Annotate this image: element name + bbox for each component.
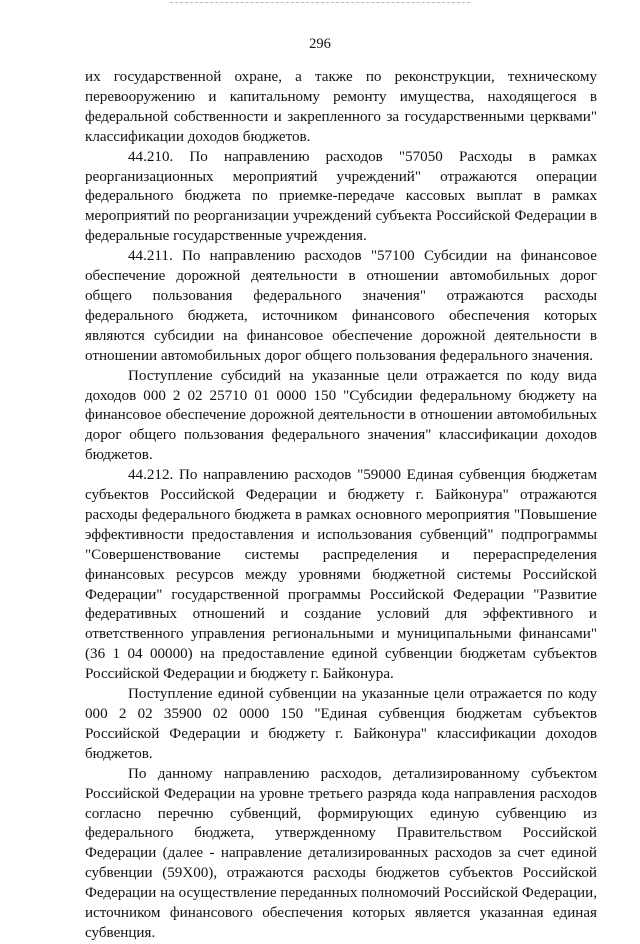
document-body	[85, 68, 597, 944]
paragraph-44-210: 44.210. По направлению расходов "57050 Расходы в рамках реорганизационных мероприятий учреждений" отражаются операции федерального бюджета по приемке-передаче кассовых выплат в рамках мероприятий по реорганизации учреждений субъекта Российской Федерации в федеральные государственные учреждения.	[85, 148, 597, 245]
paragraph-44-212: 44.212. По направлению расходов "59000 Единая субвенция бюджетам субъектов Российской Федерации и бюджету г. Байконура" отражаются расходы федерального бюджета в рамках основного мероприятия "Повышение эффективности предоставления и использования субвенций" подпрограммы "Совершенствование системы распределения и перераспределения финансовых ресурсов между уровнями бюджетной системы Российской Федерации" государственной программы Российской Федерации "Развитие федеративных отношений и создание условий для эффективного и ответственного управления региональными и муниципальными финансами" (36 1 04 00000) на предоставление единой субвенции бюджетам субъектов Российской Федерации и бюджету г. Байконура.	[85, 467, 597, 683]
paragraph-44-211: 44.211. По направлению расходов "57100 Субсидии на финансовое обеспечение дорожной деятельности в отношении автомобильных дорог общего пользования федерального значения" отражаются расходы федерального бюджета, источником финансового обеспечения которых являются субсидии на финансовое обеспечение дорожной деятельности в отношении автомобильных дорог общего пользования федерального значения.	[85, 248, 597, 364]
paragraph-subvention-income: Поступление единой субвенции на указанные цели отражается по коду 000 2 02 35900 02 0000 150 "Единая субвенция бюджетам субъектов Российской Федерации и бюджету г. Байконура" классификации доходов бюджетов.	[85, 686, 597, 762]
paragraph-continuation: их государственной охране, а также по реконструкции, техническому перевооружению и капитальному ремонту имущества, находящегося в федеральной собственности и закрепленного за государственными церквами" классификации доходов бюджетов.	[85, 69, 597, 145]
page-number: 296	[309, 36, 331, 52]
scan-edge-line	[170, 2, 470, 3]
paragraph-subsidy-income: Поступление субсидий на указанные цели отражается по коду вида доходов 000 2 02 25710 01 0000 150 "Субсидии федеральному бюджету на финансовое обеспечение дорожной деятельности в отношении автомобильных дорог общего пользования федерального значения" классификации доходов бюджетов.	[85, 367, 597, 464]
paragraph-detailed-expenses: По данному направлению расходов, детализированному субъектом Российской Федерации на уровне третьего разряда кода направления расходов согласно перечню субвенций, формирующих единую субвенцию из федерального бюджета, утвержденному Правительством Российской Федерации (далее - направление детализированных расходов за счет единой субвенции (59Х00), отражаются расходы бюджетов субъектов Российской Федерации на осуществление переданных полномочий Российской Федерации, источником финансового обеспечения которых является указанная единая субвенция.	[85, 765, 597, 941]
